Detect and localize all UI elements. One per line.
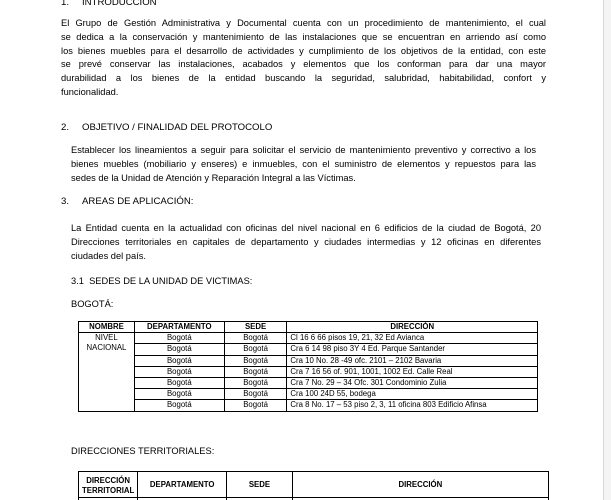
paragraph-line: se prevé conservar las instalaciones, acabados y elementos que los conforman para dar una mayor bbox=[61, 59, 546, 70]
sede-cell: Bogotá bbox=[224, 366, 287, 377]
header-line: DIRECCIÓN bbox=[86, 475, 131, 485]
departamento-cell: Bogotá bbox=[134, 389, 224, 400]
territorial-table bbox=[78, 471, 549, 500]
departamento-cell: Bogotá bbox=[134, 355, 224, 366]
direccion-cell: Cl 16 6 66 pisos 19, 21, 32 Ed Avianca bbox=[287, 333, 538, 344]
direccion-cell: Cra 7 No. 29 – 34 Ofc. 301 Condominio Zulia bbox=[287, 377, 538, 388]
departamento-cell: Bogotá bbox=[134, 333, 224, 344]
section-3-paragraph bbox=[71, 222, 541, 263]
paragraph-line: Establecer los lineamientos a seguir para solicitar el servicio de mantenimiento preventivo y correctivo a los bbox=[71, 145, 536, 155]
table-header-row bbox=[79, 472, 549, 498]
sede-cell: Bogotá bbox=[224, 389, 287, 400]
table-header-row bbox=[79, 322, 538, 333]
direccion-cell: Cra 10 No. 28 -49 ofc. 2101 – 2102 Bavaria bbox=[287, 355, 538, 366]
header-cell: DEPARTAMENTO bbox=[138, 472, 227, 498]
paragraph-line: los bienes muebles para el desarrollo de actividades y cumplimiento de los objetivos de la entidad, con este bbox=[61, 45, 546, 56]
sede-cell: Bogotá bbox=[224, 344, 287, 355]
table-row bbox=[79, 344, 538, 355]
paragraph-line: Direcciones territoriales en capitales de departamento y ciudades intermedias y 12 oficinas en diferentes bbox=[71, 236, 541, 247]
header-cell: DIRECCIÓN bbox=[287, 322, 538, 333]
sede-cell: Bogotá bbox=[224, 377, 287, 388]
table-row bbox=[79, 366, 538, 377]
header-cell: SEDE bbox=[224, 322, 287, 333]
paragraph-line: bienes muebles (mobiliario y enseres) e inmuebles, con el suministro de elementos y repuestos para las bbox=[71, 158, 536, 169]
direccion-cell: Cra 8 No. 17 – 53 piso 2, 3, 11 oficina 803 Edificio Afinsa bbox=[287, 400, 538, 411]
paragraph-line: El Grupo de Gestión Administrativa y Documental cuenta con un procedimiento de mantenimiento, el cual bbox=[61, 18, 546, 28]
departamento-cell: Bogotá bbox=[134, 344, 224, 355]
section-title: OBJETIVO / FINALIDAD DEL PROTOCOLO bbox=[82, 122, 273, 133]
section-title: INTRODUCCION bbox=[82, 0, 157, 8]
header-cell: SEDE bbox=[227, 472, 293, 498]
table-row bbox=[79, 333, 538, 344]
section-1-paragraph bbox=[61, 17, 546, 100]
paragraph-line: durabilidad a los bienes de la entidad buscando la seguridad, salubridad, habitabilidad, confort y bbox=[61, 73, 546, 84]
table-row bbox=[79, 377, 538, 388]
section-number: 3. bbox=[61, 196, 70, 207]
departamento-cell: Bogotá bbox=[134, 366, 224, 377]
table-row bbox=[79, 355, 538, 366]
sede-cell: Bogotá bbox=[224, 355, 287, 366]
direccion-cell: Cra 6 14 98 piso 3Y 4 Ed. Parque Santander bbox=[287, 344, 538, 355]
section-title: AREAS DE APLICACIÓN: bbox=[82, 196, 194, 207]
header-cell: DEPARTAMENTO bbox=[134, 322, 224, 333]
table-row bbox=[79, 400, 538, 411]
paragraph-line: ciudades del país. bbox=[71, 250, 146, 261]
cell-line: NIVEL bbox=[95, 333, 118, 343]
paragraph-line: funcionalidad. bbox=[61, 86, 119, 97]
subsection-title: SEDES DE LA UNIDAD DE VICTIMAS: bbox=[89, 276, 253, 286]
table-row bbox=[79, 389, 538, 400]
paragraph-line: se dedica a la conservación y mantenimiento de las instalaciones que se encuentran en arriendo así como bbox=[61, 31, 546, 42]
departamento-cell: Bogotá bbox=[134, 377, 224, 388]
header-cell bbox=[79, 472, 138, 498]
sede-cell: Bogotá bbox=[224, 400, 287, 411]
bogota-table bbox=[78, 321, 538, 412]
section-number: 2. bbox=[61, 122, 70, 133]
bogota-label: BOGOTÁ: bbox=[71, 299, 114, 309]
header-line: TERRITORIAL bbox=[82, 485, 135, 495]
sede-cell: Bogotá bbox=[224, 333, 287, 344]
section-2-paragraph bbox=[71, 144, 536, 185]
cell-line: NACIONAL bbox=[86, 343, 127, 353]
subsection-number: 3.1 bbox=[71, 276, 84, 286]
departamento-cell: Bogotá bbox=[134, 400, 224, 411]
window-margin bbox=[604, 0, 611, 500]
direccion-cell: Cra 7 16 56 of. 901, 1001, 1002 Ed. Calle Real bbox=[287, 366, 538, 377]
paragraph-line: La Entidad cuenta en la actualidad con oficinas del nivel nacional en 6 edificios de la ciudad de Bogotá, 20 bbox=[71, 223, 541, 233]
subsection-heading bbox=[71, 276, 252, 286]
territorial-label: DIRECCIONES TERRITORIALES: bbox=[71, 446, 215, 456]
header-cell: NOMBRE bbox=[79, 322, 135, 333]
direccion-cell: Cra 100 24D 55, bodega bbox=[287, 389, 538, 400]
nombre-cell bbox=[79, 333, 135, 411]
section-number: 1. bbox=[61, 0, 70, 8]
paragraph-line: sedes de la Unidad de Atención y Reparación Integral a las Víctimas. bbox=[71, 172, 356, 183]
header-cell: DIRECCIÓN bbox=[292, 472, 548, 498]
